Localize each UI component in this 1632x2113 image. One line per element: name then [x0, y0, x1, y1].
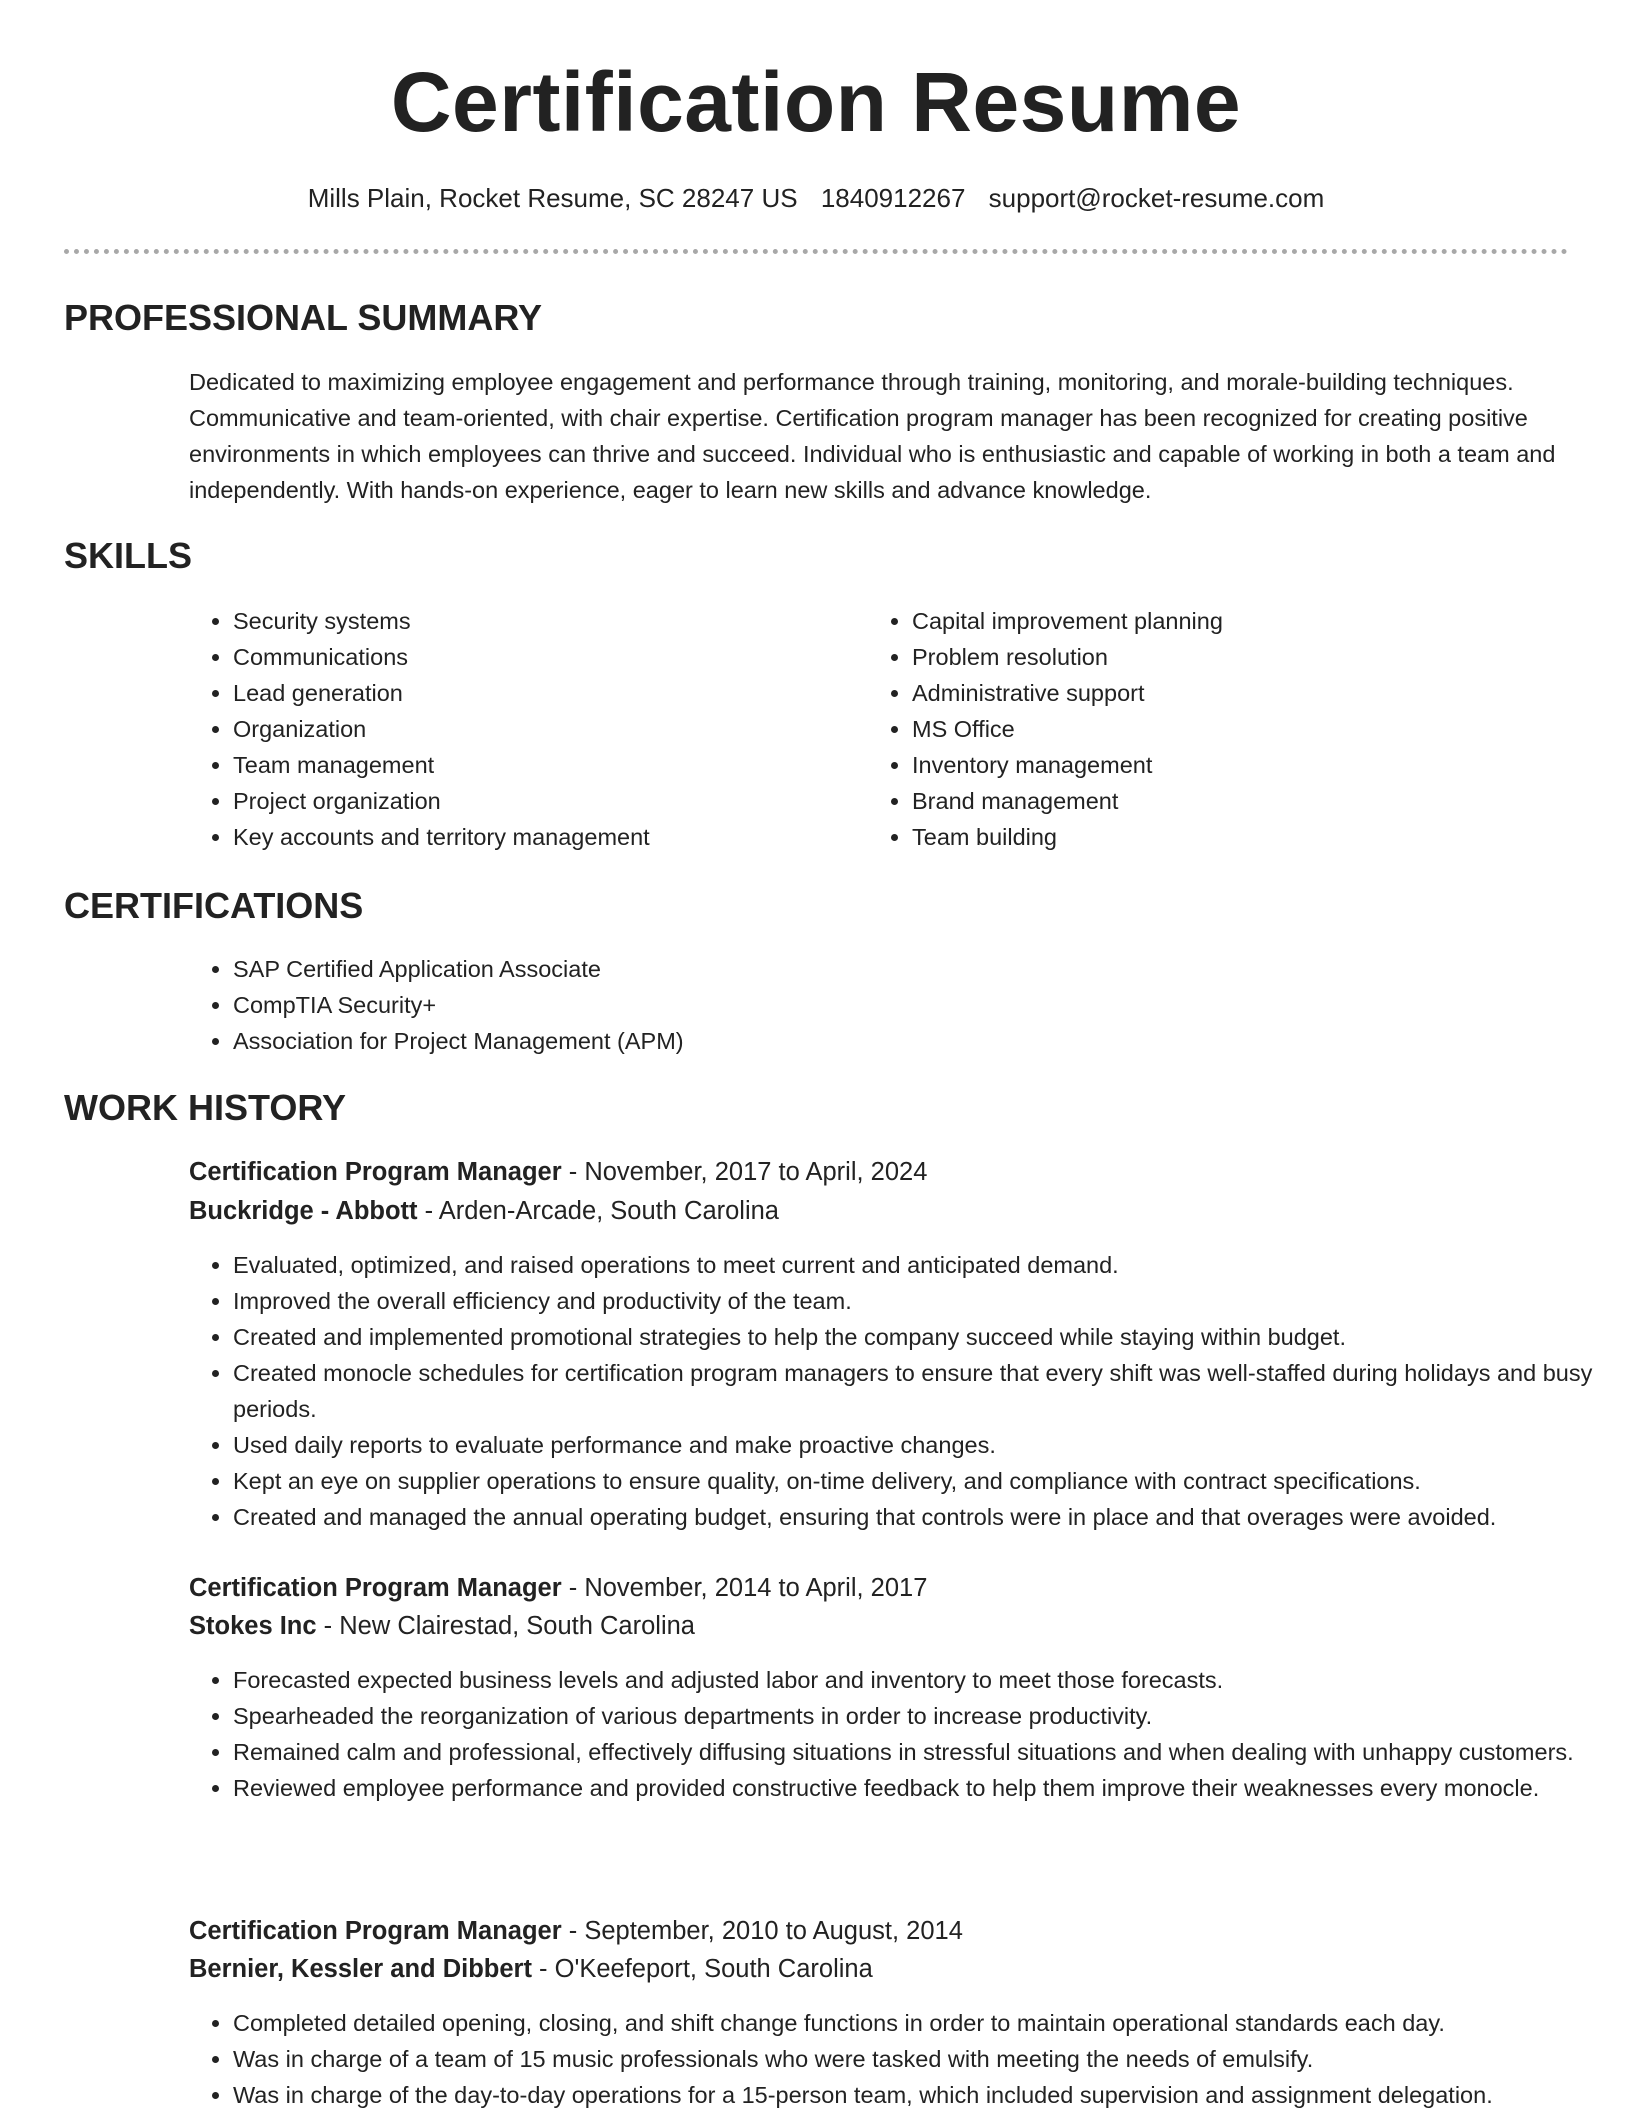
list-item: • Association for Project Management (APM)	[233, 1023, 1613, 1059]
list-item: • Team management	[233, 747, 833, 783]
job-title-line	[189, 1569, 927, 1607]
job-bullets	[189, 1662, 1623, 1806]
list-item: • Reviewed employee performance and provided constructive feedback to help them improve their weaknesses every monocle.	[233, 1770, 1623, 1806]
list-item: • CompTIA Security+	[233, 987, 1613, 1023]
job-dates: - November, 2017 to April, 2024	[561, 1158, 928, 1186]
job-location: - Arden-Arcade, South Carolina	[417, 1197, 779, 1225]
list-item: • Remained calm and professional, effectively diffusing situations in stressful situations and when dealing with unhappy customers.	[233, 1734, 1623, 1770]
job-bullets	[189, 2005, 1632, 2113]
summary-text: Dedicated to maximizing employee engagement and performance through training, monitoring, and morale-building techniques. Communicative and team-oriented, with chair expertise. Certification program manager has been recognized for creating positive environments in which employees can thrive and succeed. Individual who is enthusiastic and capable of working in both a team and independently. With hands-on experience, eager to learn new skills and advance knowledge.	[189, 369, 1556, 503]
job-dates: - September, 2010 to August, 2014	[561, 1917, 963, 1945]
list-item: • Created monocle schedules for certification program managers to ensure that every shift was well-staffed during holidays and busy periods.	[233, 1355, 1623, 1427]
resume-name: Certification Resume	[390, 55, 1242, 149]
list-item: • Created and managed the annual operating budget, ensuring that controls were in place and that overages were avoided.	[233, 1499, 1623, 1535]
list-item: • Was in charge of a team of 15 music professionals who were tasked with meeting the needs of emulsify.	[233, 2041, 1632, 2077]
list-item: • Organization	[233, 711, 833, 747]
job-company-line	[189, 1607, 695, 1645]
summary-heading: PROFESSIONAL SUMMARY	[64, 297, 543, 338]
job-company-line	[189, 1192, 779, 1230]
contact-line	[0, 180, 1632, 216]
list-item: • Team building	[912, 819, 1512, 855]
job-role: Certification Program Manager	[189, 1917, 562, 1945]
list-item: • Inventory management	[912, 747, 1512, 783]
list-item: • MS Office	[912, 711, 1512, 747]
contact-address: Mills Plain, Rocket Resume, SC 28247 US	[307, 183, 798, 213]
list-item: • Lead generation	[233, 675, 833, 711]
job-company: Stokes Inc	[189, 1612, 317, 1640]
list-item: • Brand management	[912, 783, 1512, 819]
list-item: • Forecasted expected business levels and adjusted labor and inventory to meet those forecasts.	[233, 1662, 1623, 1698]
job-role: Certification Program Manager	[189, 1574, 562, 1602]
skills-heading: SKILLS	[64, 535, 193, 576]
list-item: • Problem resolution	[912, 639, 1512, 675]
list-item: • Completed detailed opening, closing, and shift change functions in order to maintain operational standards each day.	[233, 2005, 1632, 2041]
job-location: - O'Keefeport, South Carolina	[531, 1955, 873, 1983]
skills-list-right	[868, 603, 1512, 855]
contact-phone: 1840912267	[820, 183, 966, 213]
list-item: • Project organization	[233, 783, 833, 819]
job-company-line	[189, 1950, 873, 1988]
list-item: • Spearheaded the reorganization of various departments in order to increase productivity.	[233, 1698, 1623, 1734]
job-company: Buckridge - Abbott	[189, 1197, 418, 1225]
list-item: • Security systems	[233, 603, 833, 639]
work-history-heading: WORK HISTORY	[64, 1087, 347, 1128]
job-title-line	[189, 1912, 963, 1950]
list-item: • Administrative support	[912, 675, 1512, 711]
list-item: • Was in charge of the day-to-day operations for a 15-person team, which included supervision and assignment delegation.	[233, 2077, 1632, 2113]
contact-email: support@rocket-resume.com	[988, 183, 1325, 213]
list-item: • Communications	[233, 639, 833, 675]
certifications-list	[189, 951, 1613, 1059]
list-item: • Evaluated, optimized, and raised operations to meet current and anticipated demand.	[233, 1247, 1623, 1283]
list-item: • Capital improvement planning	[912, 603, 1512, 639]
list-item: • Created and implemented promotional strategies to help the company succeed while staying within budget.	[233, 1319, 1623, 1355]
job-company: Bernier, Kessler and Dibbert	[189, 1955, 532, 1983]
skills-list-left	[189, 603, 833, 855]
job-title-line	[189, 1153, 927, 1191]
header-divider	[64, 249, 1568, 254]
job-role: Certification Program Manager	[189, 1158, 562, 1186]
certifications-heading: CERTIFICATIONS	[64, 885, 364, 926]
job-dates: - November, 2014 to April, 2017	[561, 1574, 928, 1602]
list-item: • Kept an eye on supplier operations to ensure quality, on-time delivery, and compliance with contract specifications.	[233, 1463, 1623, 1499]
list-item: • Used daily reports to evaluate performance and make proactive changes.	[233, 1427, 1623, 1463]
list-item: • SAP Certified Application Associate	[233, 951, 1613, 987]
list-item: • Improved the overall efficiency and productivity of the team.	[233, 1283, 1623, 1319]
job-location: - New Clairestad, South Carolina	[316, 1612, 695, 1640]
job-bullets	[189, 1247, 1623, 1535]
list-item: • Key accounts and territory management	[233, 819, 833, 855]
